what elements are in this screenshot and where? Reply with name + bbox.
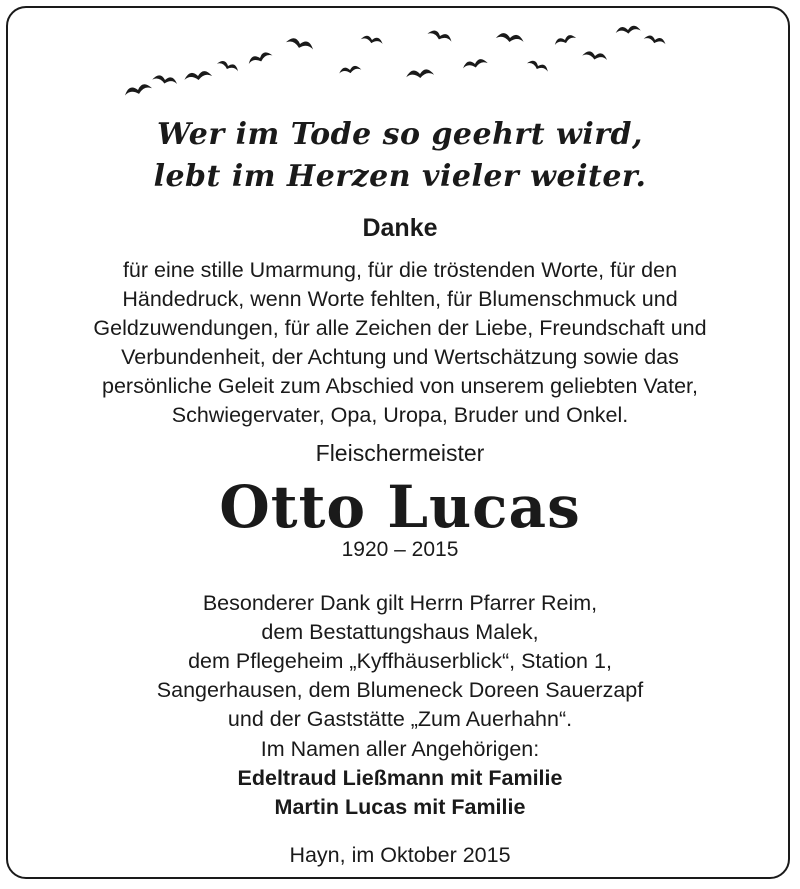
bird-silhouette: [216, 59, 239, 73]
special-thanks-line: Besonderer Dank gilt Herrn Pfarrer Reim,: [202, 591, 598, 615]
bird-silhouette: [526, 59, 549, 73]
special-thanks-line: und der Gaststätte „Zum Auerhahn“.: [227, 707, 573, 731]
bird-silhouette: [360, 35, 383, 46]
bird-silhouette: [643, 34, 666, 46]
bird-silhouette: [462, 58, 488, 70]
bird-silhouette: [615, 25, 641, 35]
deceased-dates: 1920 – 2015: [341, 538, 459, 561]
signoff-family-1: Edeltraud Ließmann mit Familie: [237, 766, 563, 790]
bird-silhouette: [184, 70, 213, 82]
bird-silhouette: [285, 36, 314, 51]
bird-silhouette: [406, 69, 435, 79]
motto-line-2: lebt im Herzen vieler weiter.: [153, 159, 647, 194]
body-line: Händedruck, wenn Worte fehlten, für Blumenschmuck und: [122, 287, 678, 311]
bird-silhouette: [582, 50, 608, 62]
bird-silhouette: [123, 82, 152, 97]
motto-line-1: Wer im Tode so geehrt wird,: [157, 117, 643, 152]
bird-silhouette: [427, 29, 453, 44]
motto: [0, 114, 800, 198]
bird-silhouette: [247, 50, 273, 65]
deceased-name: Otto Lucas: [219, 473, 581, 541]
bird-silhouette: [553, 33, 576, 46]
flying-birds-icon: [110, 18, 690, 108]
thanks-body: [0, 256, 800, 430]
bird-silhouette: [152, 74, 178, 86]
body-line: Verbundenheit, der Achtung und Wertschätzung sowie das: [121, 345, 679, 369]
thanks-heading: Danke: [362, 214, 438, 242]
special-thanks-line: dem Pflegeheim „Kyffhäuserblick“, Station 1,: [188, 649, 612, 673]
signoff: [0, 735, 800, 822]
special-thanks-line: Sangerhausen, dem Blumeneck Doreen Sauerzapf: [156, 678, 644, 702]
bird-silhouette: [338, 65, 361, 75]
body-line: persönliche Geleit zum Abschied von unserem geliebten Vater,: [102, 374, 698, 398]
signoff-family-2: Martin Lucas mit Familie: [274, 795, 526, 819]
deceased-profession: Fleischermeister: [315, 440, 485, 466]
body-line: Schwiegervater, Opa, Uropa, Bruder und Onkel.: [171, 403, 629, 427]
body-line: für eine stille Umarmung, für die tröstenden Worte, für den: [122, 258, 678, 282]
signoff-intro: Im Namen aller Angehörigen:: [260, 737, 540, 761]
place-date: Hayn, im Oktober 2015: [289, 843, 511, 867]
special-thanks: [0, 589, 800, 734]
special-thanks-line: dem Bestattungshaus Malek,: [261, 620, 539, 644]
bird-silhouette: [496, 32, 525, 44]
body-line: Geldzuwendungen, für alle Zeichen der Liebe, Freundschaft und: [93, 316, 707, 340]
